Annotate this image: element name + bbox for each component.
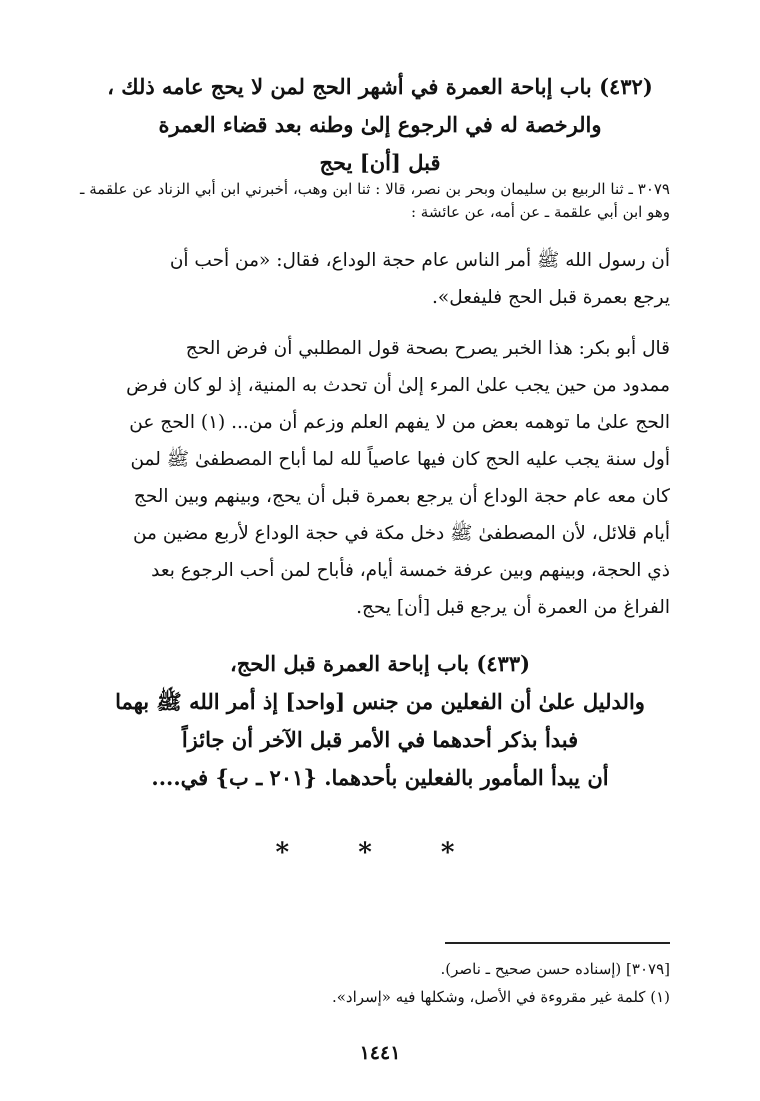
footnote: (١) كلمة غير مقروءة في الأصل، وشكلها فيه «إسراد». [331,988,670,1006]
footnote-divider [445,942,670,944]
commentary-line: الفراغ من العمرة أن يرجع قبل [أن] يحج. [356,597,670,618]
hadith-isnad: ٣٠٧٩ ـ ثنا الربيع بن سليمان وبحر بن نصر، قالا : ثنا ابن وهب، أخبرني ابن أبي الزناد عن علقمة ـ وهو ابن أبي علقمة ـ عن أمه، عن عائشة : [80,180,670,221]
heading-line: فبدأ بذكر أحدهما في الأمر قبل الآخر أن جائزاً [181,727,579,752]
commentary-line: قال أبو بكر: هذا الخبر يصرح بصحة قول المطلبي أن فرض الحج [185,338,670,359]
matn-line: أن رسول الله ﷺ أمر الناس عام حجة الوداع، فقال: «من أحب أن [169,250,670,271]
hadith-matn [80,242,670,316]
heading-line: قبل [أن] يحج [319,150,441,175]
heading-line: والرخصة له في الرجوع إلىٰ وطنه بعد قضاء العمرة [158,112,602,137]
commentary-line: ذي الحجة، وبينهم وبين عرفة خمسة أيام، فأباح لمن أحب الرجوع بعد [151,560,670,581]
commentary-line: ممدود من حين يجب علىٰ المرء إلىٰ أن تحدث به المنية، إذ لو كان فرض [126,375,670,396]
matn-line: يرجع بعمرة قبل الحج فليفعل». [432,287,670,308]
footnote: [٣٠٧٩] (إسناده حسن صحيح ـ ناصر). [440,960,670,978]
heading-line: (٤٣٢) باب إباحة العمرة في أشهر الحج لمن لا يحج عامه ذلك ، [107,74,653,99]
chapter-433-heading [80,645,680,797]
heading-line: (٤٣٣) باب إباحة العمرة قبل الحج، [229,651,531,676]
commentary-paragraph [80,330,670,626]
section-separator: * * * [275,838,485,868]
footnotes [80,955,670,1011]
commentary-line: كان معه عام حجة الوداع أن يرجع بعمرة قبل أن يحج، وبينهم وبين الحج [133,486,670,507]
heading-line: أن يبدأ المأمور بالفعلين بأحدهما. {٢٠١ ـ ب} في.... [151,765,609,790]
heading-line: والدليل علىٰ أن الفعلين من جنس [واحد] إذ أمر الله ﷺ بهما [115,689,645,714]
commentary-line: أيام قلائل، لأن المصطفىٰ ﷺ دخل مكة في حجة الوداع لأربع مضين من [132,523,670,544]
commentary-line: الحج علىٰ ما توهمه بعض من لا يفهم العلم وزعم أن من... (١) الحج عن [129,412,670,433]
chapter-432-heading [80,68,680,182]
commentary-line: أول سنة يجب عليه الحج كان فيها عاصياً لله لما أباح المصطفىٰ ﷺ لمن [130,449,670,470]
page-number: ١٤٤١ [359,1042,401,1064]
